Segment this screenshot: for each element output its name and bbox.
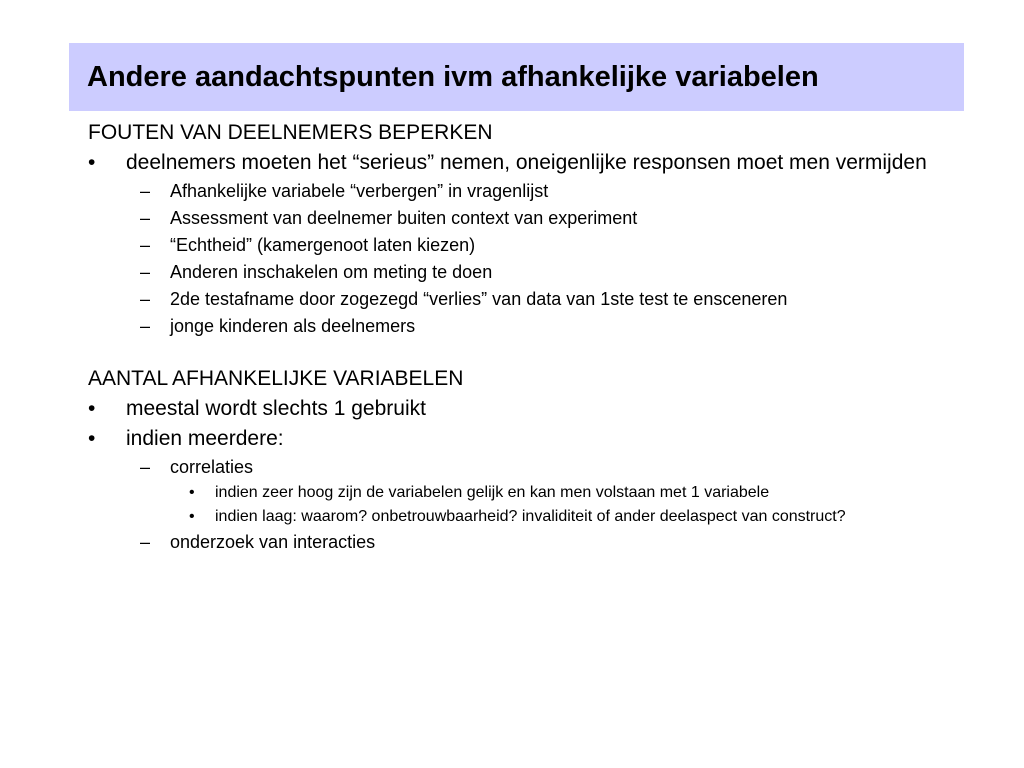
sub-item-text: 2de testafname door zogezegd “verlies” van data van 1ste test te ensceneren: [170, 289, 788, 309]
bullet-dot-icon: •: [189, 484, 195, 501]
bullet-dash-icon: –: [140, 208, 151, 228]
bullet-dot-icon: •: [189, 508, 195, 525]
sub-item: [88, 262, 948, 283]
sub-item: [88, 532, 948, 553]
sub-sub-item: [88, 508, 948, 526]
bullet-text: meestal wordt slechts 1 gebruikt: [126, 397, 426, 420]
sub-sub-item: [88, 484, 948, 502]
sub-item: [88, 208, 948, 229]
bullet-dot-icon: •: [88, 397, 96, 420]
bullet-dash-icon: –: [140, 457, 151, 477]
bullet-text: deelnemers moeten het “serieus” nemen, oneigenlijke responsen moet men vermijden: [126, 151, 927, 174]
bullet-dash-icon: –: [140, 316, 151, 336]
bullet-item: [88, 397, 948, 421]
bullet-item: [88, 427, 948, 451]
bullet-dash-icon: –: [140, 181, 151, 201]
sub-item-text: jonge kinderen als deelnemers: [170, 316, 416, 336]
sub-sub-item-text: indien laag: waarom? onbetrouwbaarheid? invaliditeit of ander deelaspect van construct?: [215, 508, 846, 525]
sub-sub-item-text: indien zeer hoog zijn de variabelen gelijk en kan men volstaan met 1 variabele: [215, 484, 770, 501]
bullet-dot-icon: •: [88, 427, 96, 450]
section-heading-variables: AANTAL AFHANKELIJKE VARIABELEN: [88, 367, 464, 390]
sub-item-text: Anderen inschakelen om meting te doen: [170, 262, 493, 282]
title-bar: [69, 43, 964, 111]
sub-item: [88, 235, 948, 256]
bullet-dash-icon: –: [140, 262, 151, 282]
bullet-item: [88, 151, 948, 175]
bullet-dash-icon: –: [140, 532, 151, 552]
bullet-dash-icon: –: [140, 235, 151, 255]
bullet-dot-icon: •: [88, 151, 96, 174]
slide-title: Andere aandachtspunten ivm afhankelijke variabelen: [87, 61, 819, 93]
bullet-dash-icon: –: [140, 289, 151, 309]
sub-item: [88, 181, 948, 202]
slide-body: [88, 121, 948, 559]
sub-item-text: Assessment van deelnemer buiten context van experiment: [170, 208, 638, 228]
sub-item-text: correlaties: [170, 457, 254, 477]
sub-item-text: “Echtheid” (kamergenoot laten kiezen): [170, 235, 476, 255]
bullet-text: indien meerdere:: [126, 427, 284, 450]
sub-item-text: Afhankelijke variabele “verbergen” in vragenlijst: [170, 181, 549, 201]
sub-item: [88, 316, 948, 337]
sub-item: [88, 457, 948, 478]
sub-item-text: onderzoek van interacties: [170, 532, 376, 552]
sub-item: [88, 289, 948, 310]
section-heading-errors: FOUTEN VAN DEELNEMERS BEPERKEN: [88, 121, 493, 144]
